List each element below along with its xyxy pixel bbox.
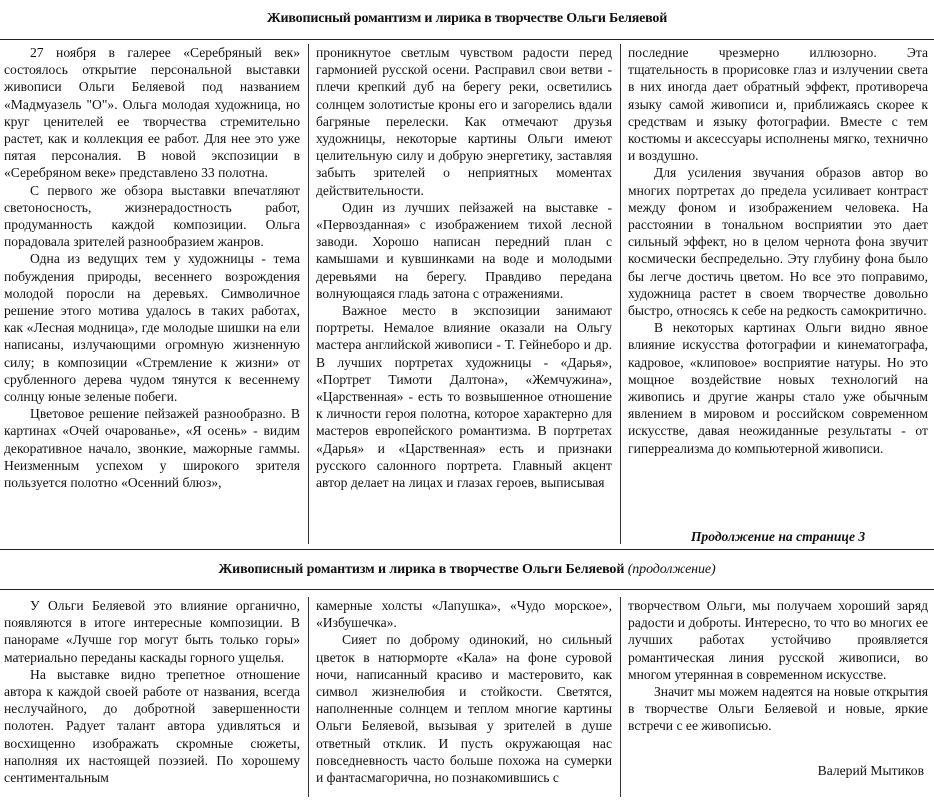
paragraph: С первого же обзора выставки впечатляют светоносность, жизнерадостность работ, продуманность каждой композиции. Ольга порадовала зрителей разнообразием жанров. xyxy=(4,182,300,250)
paragraph: последние чрезмерно иллюзорно. Эта тщательность в прорисовке глаз и излучении света в них иногда дает обратный эффект, противореча языку самой живописи и, приближаясь скорее к средствам и языку фотографии. Вместе с тем костюмы и аксессуары исполнены мягко, технично и воздушно. xyxy=(628,45,928,164)
paragraph: На выставке видно трепетное отношение автора к каждой своей работе от названия, всегда неслучайного, до добротной завершенности полотен. Радует талант автора удивляться и восхищенно изображать скромные сюжеты, наполняя их настоящей поэзией. По хорошему сентиментальным xyxy=(4,666,300,786)
continuation-column-2 xyxy=(316,597,612,797)
paragraph: творчеством Ольги, мы получаем хороший заряд радости и доброты. Интересно, то что во многих ее лучших работах устойчиво проявляется романтическая линия русской живописи, во многом утерянная в современном искусстве. xyxy=(628,598,928,682)
article-column-2 xyxy=(316,44,612,544)
continuation-column-1 xyxy=(4,597,300,797)
paragraph: камерные холсты «Лапушка», «Чудо морское», «Избушечка». xyxy=(316,598,612,631)
column-divider xyxy=(308,44,309,544)
article-column-3 xyxy=(628,44,928,528)
paragraph: проникнутое светлым чувством радости перед гармонией русской осени. Расправил свои ветви - плечи крепкий дуб на берегу реки, осветились солнцем золотистые кроны его и загорелись вдали багряные перелески. Как отмечают друзья художницы, некоторые картины Ольги имеют целительную силу и добрую энергетику, заставляя забыть зрителей о неприятных моментах действительности. xyxy=(316,45,612,198)
column-divider xyxy=(620,597,621,797)
author-signature: Валерий Мытиков xyxy=(817,763,924,778)
paragraph: Сияет по доброму одинокий, но сильный цветок в натюрморте «Кала» на фоне суровой ночи, написанный красиво и мастеровито, как символ жизнелюбия и стойкости. Светятся, наполненные солнцем и теплом многие картины Ольги Беляевой, вызывая у зрителей в душе ответный отклик. И пусть окружающая нас повседневность часто больше похожа на сумерки и фантасмагорична, но познакомившись с xyxy=(316,632,612,786)
continuation-title xyxy=(0,556,934,584)
paragraph: Цветовое решение пейзажей разнообразно. В картинах «Очей очарованье», «Я осень» - видим декоративное начало, звонкие, мажорные гаммы. Неизменным успехом у широкого зрителя пользуется полотно «Осенний блюз», xyxy=(4,406,300,491)
title-divider xyxy=(0,39,934,40)
article-column-1 xyxy=(4,44,300,544)
article-title: Живописный романтизм и лирика в творчестве Ольги Беляевой xyxy=(266,11,668,26)
paragraph: У Ольги Беляевой это влияние органично, появляются в итоге интересные композиции. В панораме «Лучше гор могут быть только горы» материально переданы каскады горного ущелья. xyxy=(4,598,300,665)
column-divider xyxy=(620,44,621,544)
continued-note: Продолжение на странице 3 xyxy=(690,529,866,544)
paragraph: 27 ноября в галерее «Серебряный век» состоялось открытие персональной выставки живописи Ольги Беляевой под названием «Мадмуазель "О"». Ольга молодая художница, но круг ценителей ее творчества стремительно растет, как и коллекция ее работ. Для нее это уже пятая персоналия. В новой экспозиции в «Серебряном веке» представлено 33 полотна. xyxy=(4,45,300,181)
paragraph: Один из лучших пейзажей на выставке - «Первозданная» с изображением тихой лесной заводи. Хорошо написан передний план с камышами и кувшинками на воде и молодыми деревьями на берегу. Правдиво передана волнующаяся гладь затона с отражениями. xyxy=(316,199,612,301)
continuation-title-text: Живописный романтизм и лирика в творчестве Ольги Беляевой xyxy=(218,562,625,577)
paragraph: Важное место в экспозиции занимают портреты. Немалое влияние оказали на Ольгу мастера английской живописи - Т. Гейнеборо и др. В лучших портретах художницы - «Дарья», «Портрет Тимоти Далтона», «Жемчужина», «Царственная» - есть то возвышенное отношение к личности героя полотна, которое характерно для мастеров европейского романтизма. В портретах «Дарья» и «Царственная» есть и признаки русского салонного портрета. Главный акцент автор делает на лицах и глазах героев, выписывая xyxy=(316,303,612,491)
paragraph: Значит мы можем надеятся на новые открытия в творчестве Ольги Беляевой и новые, яркие встречи с ее живописью. xyxy=(628,684,928,734)
continuation-divider xyxy=(0,589,934,590)
paragraph: Одна из ведущих тем у художницы - тема побуждения природы, весеннего возрождения молодой поросли на деревьях. Символичное решение этого мотива удалось в таких работах, как «Лесная модница», где молодые шишки на ели написаны, излучающими огромную жизненную силу; в композиции «Стремление к жизни» от срубленного дерева чудом тянутся к весеннему солнцу юные зеленые побеги. xyxy=(4,251,300,405)
section-divider xyxy=(0,549,934,550)
continuation-suffix: (продолжение) xyxy=(627,562,716,577)
column-divider xyxy=(308,597,309,797)
paragraph: Для усиления звучания образов автор во многих портретах до предела усиливает контраст между фоном и изображением человека. На расстоянии в тональном восприятии это дает сильный эффект, но в целом чернота фона звучит космически беспредельно. Эту глубину фона было бы легче достичь цветом. Но все это поправимо, художница растет в своем творчестве довольно быстро, относясь к себе на редкость самокритично. xyxy=(628,165,928,319)
paragraph: В некоторых картинах Ольги видно явное влияние искусства фотографии и кинематографа, кадровое, «клиповое» восприятие натуры. Но это мощное воздействие новых технологий на живопись и другие жанры стало уже обычным явлением в мировом и российском современном искусстве, давая неожиданные результаты - от гиперреализма до компьютерной живописи. xyxy=(628,320,928,456)
